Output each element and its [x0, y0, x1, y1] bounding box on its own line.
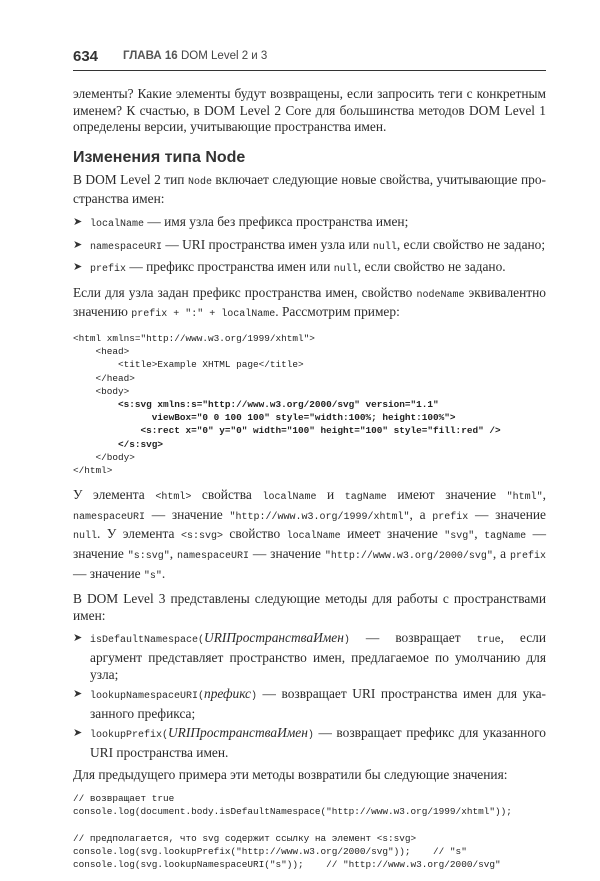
list-item: [73, 237, 546, 257]
text-run: . У элемента: [97, 526, 181, 542]
inline-code: true: [476, 635, 501, 647]
list-item: [73, 630, 546, 683]
node-intro-paragraph: [73, 172, 546, 208]
inline-code: "http://www.w3.org/1999/xhtml": [229, 511, 410, 523]
text-run: имеет значение: [340, 526, 445, 542]
dom3-intro-paragraph: [73, 591, 546, 624]
text-run: , если аргумент представляет пространство имен, предлагаемое по умолчанию для узла;: [90, 630, 547, 682]
xhtml-code-example: [73, 332, 546, 477]
bullet-arrow-icon: ➤: [73, 215, 83, 228]
chapter-label: ГЛАВА 16: [123, 50, 178, 62]
text-run: .: [161, 565, 166, 581]
running-header: [73, 48, 546, 71]
text-run: свойства: [191, 487, 263, 503]
text-run: В DOM Level 2 тип: [73, 171, 188, 187]
code-line: <body>: [73, 385, 130, 397]
code-line: <head>: [73, 346, 130, 358]
code-line: viewBox="0 0 100 100" style="width:100%; height:100%">: [73, 412, 456, 424]
text-run: — URI пространства имен узла или: [162, 236, 373, 252]
inline-code: lookupNamespaceURI(: [90, 691, 205, 703]
inline-code: localName: [262, 492, 317, 504]
inline-code: ): [250, 691, 257, 703]
text-run: Изменения типа Node: [73, 148, 246, 166]
text-run: В DOM Level 3 представлены следующие методы для работы с пространствами имен:: [73, 591, 546, 623]
code-line: </head>: [73, 372, 135, 384]
inline-code: null: [73, 531, 98, 543]
text-run: — значение: [468, 506, 546, 522]
code-line: console.log(svg.lookupNamespaceURI("s")); // "http://www.w3.org/2000/svg": [73, 859, 501, 871]
inline-code: <html>: [155, 492, 192, 504]
text-run: , а: [409, 506, 433, 522]
list-item: [73, 725, 546, 761]
text-run: — имя узла без префикса пространства имен;: [144, 213, 409, 229]
inline-code: "s:svg": [127, 550, 170, 562]
text-run: Если для узла задан префикс пространства имен, свойство: [73, 284, 417, 300]
inline-code: prefix + ":" + localName: [131, 309, 276, 321]
text-run: — значение: [73, 565, 144, 581]
inline-code: null: [372, 241, 397, 253]
code-line: <html xmlns="http://www.w3.org/1999/xhtml">: [73, 332, 315, 344]
bullet-arrow-icon: ➤: [73, 632, 83, 645]
text-run: включает следующие новые свойства, учитывающие пространства имен:: [73, 171, 547, 207]
text-run: элементы? Какие элементы будут возвращены, если запросить теги с конкретным именем? К счастью, в DOM Level 2 Core для большинства методов DOM Level 1 определены версии, учитывающие пространства имен.: [73, 86, 546, 135]
text-run: — префикс пространства имен или: [126, 259, 334, 275]
text-run: свойство: [222, 526, 287, 542]
code-line: [73, 818, 546, 831]
bullet-arrow-icon: ➤: [73, 688, 83, 701]
text-run: и: [316, 487, 345, 503]
inline-code: isDefaultNamespace(: [90, 635, 205, 647]
code-line: <s:rect x="0" y="0" width="100" height="100" style="fill:red" />: [73, 425, 501, 437]
page-body: [73, 86, 546, 881]
text-run: Для предыдущего примера эти методы возвратили бы следующие значения:: [73, 767, 508, 783]
inline-code: ): [307, 730, 314, 742]
inline-code: prefix: [432, 511, 469, 523]
code-line: </body>: [73, 451, 135, 463]
inline-code: namespaceURI: [90, 241, 163, 253]
inline-code: null: [333, 264, 358, 276]
code-line: console.log(document.body.isDefaultNamespace("http://www.w3.org/1999/xhtml"));: [73, 806, 512, 818]
text-run: , а: [492, 545, 510, 561]
inline-code: prefix: [510, 550, 547, 562]
inline-code: Node: [187, 176, 212, 188]
text-run: У элемента: [73, 487, 156, 503]
inline-code: "http://www.w3.org/2000/svg": [324, 550, 493, 562]
bullet-arrow-icon: ➤: [73, 727, 83, 740]
inline-code: "s": [143, 570, 162, 582]
code-line: // предполагается, что svg содержит ссылку на элемент <s:svg>: [73, 832, 417, 844]
text-run: ,: [542, 487, 546, 503]
code-block: [73, 792, 546, 871]
inline-code: namespaceURI: [73, 511, 146, 523]
section-heading: [73, 148, 546, 168]
nodename-paragraph: [73, 285, 546, 324]
text-run: — значение: [249, 545, 325, 561]
text-run: — возвращает: [349, 630, 477, 646]
intro-paragraph: [73, 86, 546, 136]
italic-text: префикс: [204, 686, 251, 702]
list-item: [73, 259, 546, 279]
italic-text: URIПространстваИмен: [204, 630, 344, 646]
inline-code: lookupPrefix(: [90, 730, 169, 742]
bullet-arrow-icon: ➤: [73, 238, 83, 251]
text-run: имеют значение: [386, 487, 507, 503]
code-line: <title>Example XHTML page</title>: [73, 359, 304, 371]
code-line: </s:svg>: [73, 438, 164, 450]
inline-code: <s:svg>: [180, 531, 223, 543]
italic-text: URIПространстваИмен: [168, 725, 308, 741]
text-run: эквивалентно значению: [73, 284, 546, 320]
inline-code: ): [343, 635, 350, 647]
results-code-example: [73, 792, 546, 871]
properties-explanation-paragraph: [73, 487, 546, 585]
text-run: , если свойство не задано.: [357, 259, 506, 275]
code-line: console.log(svg.lookupPrefix("http://www.w3.org/2000/svg")); // "s": [73, 845, 467, 857]
text-run: , если свойство не задано;: [396, 236, 546, 252]
inline-code: localName: [286, 531, 341, 543]
inline-code: tagName: [344, 492, 387, 504]
text-run: ,: [169, 545, 177, 561]
text-run: — возвращает префикс для указанного URI пространства имен.: [90, 725, 546, 760]
text-run: — возвращает URI пространства имен для указанного префикса;: [90, 686, 546, 721]
node-properties-list: [73, 214, 546, 279]
bullet-arrow-icon: ➤: [73, 261, 83, 274]
list-item: [73, 214, 546, 234]
inline-code: prefix: [90, 264, 127, 276]
page-number: 634: [73, 48, 99, 65]
code-line: </html>: [73, 464, 113, 476]
text-run: ,: [474, 526, 485, 542]
code-block: [73, 332, 546, 477]
text-run: — значение: [73, 526, 547, 561]
inline-code: "html": [506, 492, 543, 504]
inline-code: "svg": [444, 531, 475, 543]
chapter-title: DOM Level 2 и 3: [181, 50, 268, 62]
inline-code: tagName: [484, 531, 527, 543]
text-run: — значение: [145, 506, 230, 522]
inline-code: namespaceURI: [176, 550, 249, 562]
inline-code: nodeName: [416, 289, 465, 301]
list-item: [73, 686, 546, 722]
code-line: <s:svg xmlns:s="http://www.w3.org/2000/svg" version="1.1": [73, 398, 439, 410]
inline-code: localName: [90, 218, 145, 230]
dom3-methods-list: [73, 630, 546, 761]
text-run: . Рассмотрим пример:: [275, 304, 400, 320]
code-line: // возвращает true: [73, 793, 175, 805]
results-intro-paragraph: [73, 767, 546, 784]
